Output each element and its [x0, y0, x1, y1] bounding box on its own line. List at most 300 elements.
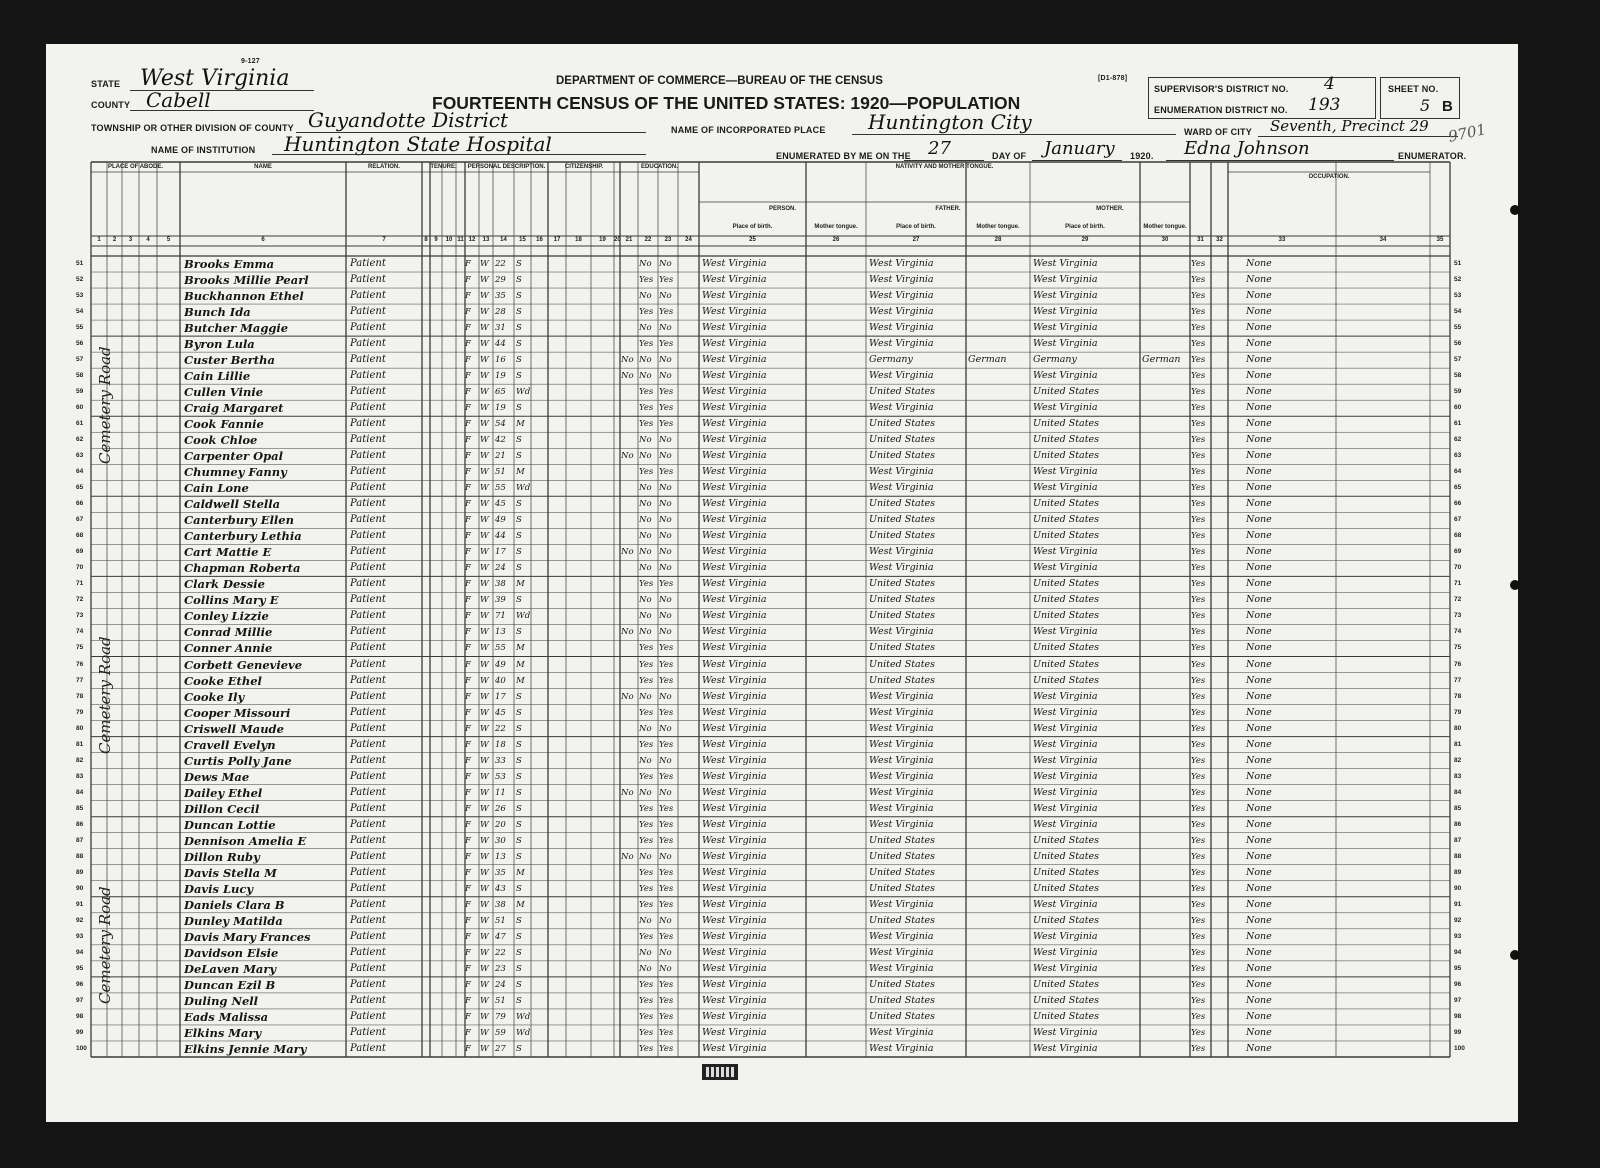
occupation: None: [1246, 658, 1272, 670]
marital-status: S: [516, 547, 522, 558]
sex: F: [465, 371, 471, 382]
mother-birthplace: West Virginia: [1033, 770, 1098, 782]
race: W: [480, 499, 489, 510]
person-tongue: [808, 865, 866, 881]
relation: Patient: [350, 962, 386, 974]
row-number-left: 63: [76, 452, 84, 460]
person-birthplace: West Virginia: [702, 626, 767, 638]
age: 45: [495, 707, 506, 718]
age: 43: [495, 883, 506, 894]
occupation: None: [1246, 898, 1272, 910]
father-birthplace: United States: [869, 418, 936, 430]
mother-tongue: [1142, 576, 1190, 592]
age: 53: [495, 771, 506, 782]
attended-school: [621, 496, 638, 512]
sex: F: [465, 451, 471, 462]
supervisor-label: SUPERVISOR'S DISTRICT NO.: [1154, 84, 1289, 94]
marital-status: S: [516, 563, 522, 574]
mother-birthplace: West Virginia: [1033, 338, 1098, 350]
column-number: 14: [500, 237, 507, 243]
mother-tongue: [1142, 272, 1190, 288]
mother-birthplace: West Virginia: [1033, 722, 1098, 734]
father-birthplace: West Virginia: [869, 546, 934, 558]
sheet-letter: B: [1442, 98, 1453, 115]
age: 51: [495, 467, 506, 478]
race: W: [480, 467, 489, 478]
father-tongue: [968, 753, 1030, 769]
row-number-right: 79: [1454, 708, 1462, 716]
age: 35: [495, 867, 506, 878]
row-number-right: 78: [1454, 692, 1462, 700]
can-write: Yes: [659, 707, 674, 718]
occupation: None: [1246, 258, 1272, 269]
speaks-english: Yes: [1191, 931, 1206, 942]
person-birthplace: West Virginia: [702, 594, 767, 606]
person-tongue: [808, 624, 866, 640]
can-write: No: [659, 515, 672, 526]
age: 24: [495, 563, 506, 574]
row-number-right: 73: [1454, 612, 1462, 620]
can-read: Yes: [639, 739, 654, 750]
person-name: DeLaven Mary: [184, 961, 277, 976]
relation: Patient: [350, 946, 386, 958]
attended-school: [621, 400, 638, 416]
group-education: EDUCATION.: [641, 164, 678, 170]
row-number-right: 71: [1454, 580, 1462, 588]
relation: Patient: [350, 482, 386, 494]
marital-status: S: [516, 707, 522, 718]
can-write: Yes: [659, 467, 674, 478]
person-tongue: [808, 576, 866, 592]
row-number-left: 80: [76, 724, 84, 732]
person-name: Conner Annie: [184, 641, 273, 656]
column-number: 16: [536, 237, 543, 243]
occupation: None: [1246, 594, 1272, 606]
person-name: Craig Margaret: [184, 401, 284, 416]
sex: F: [465, 483, 471, 494]
age: 30: [495, 835, 506, 846]
father-tongue: [968, 993, 1030, 1009]
incorporated-value: Huntington City: [868, 110, 1032, 134]
row-number-right: 67: [1454, 516, 1462, 524]
relation: Patient: [350, 770, 386, 782]
person-birthplace: West Virginia: [702, 946, 767, 958]
mother-birthplace: West Virginia: [1033, 818, 1098, 830]
mother-birthplace: West Virginia: [1033, 274, 1098, 286]
person-name: Cravell Evelyn: [184, 737, 276, 752]
column-number: 13: [482, 237, 490, 243]
person-birthplace: West Virginia: [702, 642, 767, 654]
age: 11: [495, 787, 506, 798]
father-birthplace: West Virginia: [869, 946, 934, 958]
father-tongue: [968, 448, 1030, 464]
person-birthplace: West Virginia: [702, 322, 767, 334]
can-write: Yes: [659, 419, 674, 430]
occupation: None: [1246, 530, 1272, 542]
speaks-english: Yes: [1191, 707, 1206, 718]
speaks-english: Yes: [1191, 835, 1206, 846]
can-write: Yes: [659, 995, 674, 1006]
mother-tongue: [1142, 929, 1190, 945]
age: 51: [495, 995, 506, 1006]
occupation: None: [1246, 562, 1272, 574]
mother-birthplace: West Virginia: [1033, 370, 1098, 382]
can-write: No: [659, 323, 672, 334]
person-name: Davis Mary Frances: [184, 929, 311, 944]
sex: F: [465, 803, 471, 814]
age: 21: [495, 451, 506, 462]
marital-status: Wd: [516, 611, 531, 622]
mother-tongue: [1142, 1025, 1190, 1041]
can-read: No: [639, 787, 652, 798]
attended-school: [621, 769, 638, 785]
attended-school: [621, 480, 638, 496]
can-read: No: [639, 483, 652, 494]
row-number-left: 53: [76, 292, 84, 300]
sex: F: [465, 691, 471, 702]
can-write: No: [659, 499, 672, 510]
mother-tongue: [1142, 689, 1190, 705]
row-number-left: 97: [76, 996, 84, 1004]
speaks-english: Yes: [1191, 355, 1206, 366]
sex: F: [465, 419, 471, 430]
can-read: No: [639, 291, 652, 302]
can-read: Yes: [639, 1027, 654, 1038]
relation: Patient: [350, 898, 386, 910]
person-name: Dillon Ruby: [184, 849, 260, 864]
marital-status: S: [516, 371, 522, 382]
age: 22: [495, 259, 506, 269]
mother-birthplace: United States: [1033, 594, 1100, 606]
father-tongue: [968, 977, 1030, 993]
relation: Patient: [350, 402, 386, 414]
group-tenure: TENURE.: [430, 164, 457, 170]
can-write: No: [659, 563, 672, 574]
mother-tongue: [1142, 833, 1190, 849]
person-name: Butcher Maggie: [184, 321, 289, 336]
mother-birthplace: Germany: [1033, 354, 1077, 366]
attended-school: [621, 961, 638, 977]
person-tongue: [808, 480, 866, 496]
row-number-right: 85: [1454, 804, 1462, 812]
can-write: No: [659, 723, 672, 734]
race: W: [480, 323, 489, 334]
person-name: Cullen Vinie: [184, 385, 264, 400]
person-name: Buckhannon Ethel: [184, 289, 304, 304]
row-number-left: 56: [76, 340, 84, 348]
mother-birthplace: United States: [1033, 914, 1100, 926]
marital-status: S: [516, 323, 522, 334]
row-number-right: 93: [1454, 932, 1462, 940]
mother-tongue: [1142, 769, 1190, 785]
sex: F: [465, 547, 471, 558]
person-name: Cooke Ily: [184, 689, 245, 704]
can-read: Yes: [639, 339, 654, 350]
mother-birthplace: West Virginia: [1033, 626, 1098, 638]
marital-status: S: [516, 627, 522, 638]
row-number-right: 65: [1454, 484, 1462, 492]
attended-school: [621, 256, 638, 272]
row-number-right: 95: [1454, 964, 1462, 972]
row-number-left: 82: [76, 756, 84, 764]
father-tongue: [968, 384, 1030, 400]
mother-tongue: [1142, 560, 1190, 576]
can-write: No: [659, 291, 672, 302]
row-number-right: 56: [1454, 340, 1462, 348]
occupation: None: [1246, 466, 1272, 478]
row-number-right: 75: [1454, 644, 1462, 652]
relation: Patient: [350, 562, 386, 574]
can-read: No: [639, 371, 652, 382]
can-read: Yes: [639, 979, 654, 990]
can-read: Yes: [639, 899, 654, 910]
person-birthplace: West Virginia: [702, 706, 767, 718]
relation: Patient: [350, 466, 386, 478]
sex: F: [465, 979, 471, 990]
occupation: None: [1246, 1042, 1272, 1054]
relation: Patient: [350, 978, 386, 990]
father-birthplace: United States: [869, 1010, 936, 1022]
occupation: None: [1246, 354, 1272, 366]
relation: Patient: [350, 930, 386, 942]
occupation: None: [1246, 418, 1272, 430]
person-birthplace: West Virginia: [702, 898, 767, 910]
person-name: Cain Lillie: [184, 369, 251, 384]
occupation: None: [1246, 482, 1272, 494]
sex: F: [465, 675, 471, 686]
can-read: Yes: [639, 403, 654, 414]
sex: F: [465, 867, 471, 878]
can-read: No: [639, 259, 652, 269]
marital-status: S: [516, 883, 522, 894]
person-birthplace: West Virginia: [702, 546, 767, 558]
occupation: None: [1246, 962, 1272, 974]
person-name: Daniels Clara B: [184, 897, 285, 912]
can-read: No: [639, 627, 652, 638]
father-birthplace: West Virginia: [869, 786, 934, 798]
father-birthplace: United States: [869, 514, 936, 526]
race: W: [480, 627, 489, 638]
occupation: None: [1246, 754, 1272, 766]
father-birthplace: United States: [869, 386, 936, 398]
person-tongue: [808, 384, 866, 400]
attended-school: [621, 320, 638, 336]
attended-school: [621, 673, 638, 689]
row-number-right: 68: [1454, 532, 1462, 540]
marital-status: S: [516, 499, 522, 510]
enumeration-day: 27: [928, 138, 951, 159]
row-number-left: 89: [76, 868, 84, 876]
relation: Patient: [350, 994, 386, 1006]
occupation: None: [1246, 946, 1272, 958]
speaks-english: Yes: [1191, 275, 1206, 286]
race: W: [480, 611, 489, 622]
relation: Patient: [350, 722, 386, 734]
attended-school: [621, 977, 638, 993]
person-birthplace: West Virginia: [702, 818, 767, 830]
father-birthplace: United States: [869, 978, 936, 990]
speaks-english: Yes: [1191, 851, 1206, 862]
speaks-english: Yes: [1191, 771, 1206, 782]
father-tongue: [968, 512, 1030, 528]
marital-status: M: [516, 659, 525, 670]
race: W: [480, 755, 489, 766]
person-tongue: [808, 977, 866, 993]
speaks-english: Yes: [1191, 1027, 1206, 1038]
speaks-english: Yes: [1191, 531, 1206, 542]
person-name: Eads Malissa: [184, 1009, 269, 1024]
marital-status: S: [516, 451, 522, 462]
mother-tongue: [1142, 753, 1190, 769]
mother-birthplace: West Virginia: [1033, 1026, 1098, 1038]
attended-school: [621, 560, 638, 576]
father-birthplace: United States: [869, 914, 936, 926]
speaks-english: Yes: [1191, 739, 1206, 750]
column-number: 33: [1278, 237, 1286, 243]
mother-birthplace: West Virginia: [1033, 306, 1098, 318]
can-write: Yes: [659, 803, 674, 814]
can-read: No: [639, 963, 652, 974]
relation: Patient: [350, 802, 386, 814]
race: W: [480, 915, 489, 926]
row-number-right: 86: [1454, 820, 1462, 828]
row-number-left: 60: [76, 404, 84, 412]
marital-status: M: [516, 467, 525, 478]
row-number-left: 78: [76, 692, 84, 700]
person-tongue: [808, 721, 866, 737]
father-birthplace: West Virginia: [869, 338, 934, 350]
column-number: 5: [166, 237, 171, 243]
attended-school: [621, 576, 638, 592]
person-name: Dennison Amelia E: [184, 833, 307, 848]
mother-tongue: [1142, 961, 1190, 977]
mother-tongue: [1142, 657, 1190, 673]
sex: F: [465, 1043, 471, 1054]
race: W: [480, 563, 489, 574]
enumerated-by-label: ENUMERATED BY ME ON THE: [776, 151, 911, 161]
person-birthplace: West Virginia: [702, 610, 767, 622]
row-number-left: 95: [76, 964, 84, 972]
attended-school: No: [621, 547, 634, 558]
sex: F: [465, 819, 471, 830]
can-write: No: [659, 259, 672, 269]
mother-tongue: [1142, 945, 1190, 961]
attended-school: No: [621, 787, 634, 798]
marital-status: S: [516, 835, 522, 846]
county-label: COUNTY: [91, 100, 131, 110]
row-number-left: 90: [76, 884, 84, 892]
race: W: [480, 355, 489, 366]
race: W: [480, 435, 489, 446]
race: W: [480, 1011, 489, 1022]
person-birthplace: West Virginia: [702, 434, 767, 446]
speaks-english: Yes: [1191, 259, 1206, 269]
person-tongue: [808, 640, 866, 656]
relation: Patient: [350, 530, 386, 542]
age: 27: [495, 1043, 506, 1054]
can-write: Yes: [659, 899, 674, 910]
column-number: 11: [457, 237, 464, 243]
marital-status: S: [516, 755, 522, 766]
sex: F: [465, 755, 471, 766]
column-number: 26: [832, 237, 840, 243]
marital-status: S: [516, 403, 522, 414]
column-number: 8: [424, 237, 428, 243]
mother-tongue: [1142, 640, 1190, 656]
can-read: Yes: [639, 307, 654, 318]
age: 28: [495, 307, 506, 318]
sex: F: [465, 643, 471, 654]
can-write: Yes: [659, 771, 674, 782]
row-number-left: 51: [76, 260, 84, 267]
row-number-right: 100: [1454, 1044, 1465, 1052]
row-number-left: 85: [76, 804, 84, 812]
row-number-right: 70: [1454, 564, 1462, 572]
relation: Patient: [350, 866, 386, 878]
speaks-english: Yes: [1191, 435, 1206, 446]
department-heading: DEPARTMENT OF COMMERCE—BUREAU OF THE CENSUS: [556, 75, 883, 87]
row-number-right: 54: [1454, 308, 1462, 316]
person-tongue: [808, 352, 866, 368]
marital-status: S: [516, 435, 522, 446]
can-write: Yes: [659, 659, 674, 670]
speaks-english: Yes: [1191, 579, 1206, 590]
marital-status: S: [516, 979, 522, 990]
marital-status: M: [516, 419, 525, 430]
sheet-number: 5: [1420, 96, 1431, 115]
institution-label: NAME OF INSTITUTION: [151, 145, 256, 155]
person-birthplace: West Virginia: [702, 914, 767, 926]
speaks-english: Yes: [1191, 915, 1206, 926]
age: 18: [495, 739, 506, 750]
occupation: None: [1246, 370, 1272, 382]
person-name: Davis Lucy: [184, 881, 254, 896]
can-read: No: [639, 915, 652, 926]
person-name: Clark Dessie: [184, 577, 265, 592]
occupation: None: [1246, 546, 1272, 558]
mother-birthplace: United States: [1033, 674, 1100, 686]
can-write: Yes: [659, 739, 674, 750]
race: W: [480, 579, 489, 590]
sex: F: [465, 915, 471, 926]
sex: F: [465, 611, 471, 622]
column-number: 4: [146, 237, 150, 243]
attended-school: [621, 416, 638, 432]
father-tongue: [968, 288, 1030, 304]
age: 19: [495, 403, 506, 414]
mother-birthplace: West Virginia: [1033, 322, 1098, 334]
attended-school: No: [621, 627, 634, 638]
father-tongue: [968, 865, 1030, 881]
person-birthplace: West Virginia: [702, 738, 767, 750]
marital-status: S: [516, 291, 522, 302]
sex: F: [465, 995, 471, 1006]
occupation: None: [1246, 290, 1272, 302]
can-write: No: [659, 483, 672, 494]
form-code: [D1-878]: [1098, 75, 1128, 82]
father-birthplace: West Virginia: [869, 706, 934, 718]
person-tongue: [808, 304, 866, 320]
row-number-right: 77: [1454, 676, 1462, 684]
attended-school: [621, 657, 638, 673]
father-tongue: [968, 881, 1030, 897]
occupation: None: [1246, 322, 1272, 334]
father-tongue: [968, 640, 1030, 656]
can-read: No: [639, 691, 652, 702]
can-read: No: [639, 947, 652, 958]
father-birthplace: United States: [869, 642, 936, 654]
father-tongue: [968, 256, 1030, 272]
